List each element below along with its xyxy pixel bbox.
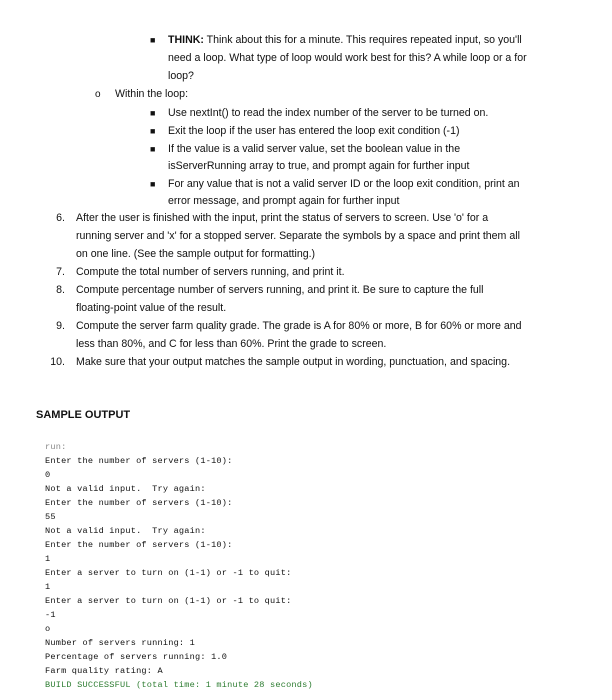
- console-line: Enter the number of servers (1-10):: [45, 456, 233, 466]
- step-9-line-2: less than 80%, and C for less than 60%. Print the grade to screen.: [76, 338, 387, 350]
- console-line: Enter a server to turn on (1-1) or -1 to quit:: [45, 568, 292, 578]
- console-line: Not a valid input. Try again:: [45, 484, 206, 494]
- think-label: THINK:: [168, 34, 204, 46]
- console-build-line: BUILD SUCCESSFUL (total time: 1 minute 28 seconds): [45, 680, 313, 690]
- loop-bullet-4-line-1: For any value that is not a valid server ID or the loop exit condition, print an: [168, 178, 520, 190]
- step-number: 10.: [50, 356, 65, 368]
- console-line: Farm quality rating: A: [45, 666, 163, 676]
- step-8-line-1: Compute percentage number of servers running, and print it. Be sure to capture the full: [76, 284, 484, 296]
- console-line: 1: [45, 582, 51, 592]
- within-loop-title: Within the loop:: [115, 88, 189, 100]
- step-6-line-3: on one line. (See the sample output for formatting.): [76, 248, 316, 260]
- bullet-marker: ■: [150, 126, 156, 136]
- loop-bullet-2: Exit the loop if the user has entered the loop exit condition (-1): [168, 125, 460, 137]
- bullet-marker: ■: [150, 179, 156, 189]
- console-line: Enter the number of servers (1-10):: [45, 498, 233, 508]
- step-9-line-1: Compute the server farm quality grade. The grade is A for 80% or more, B for 60% or more and: [76, 320, 522, 332]
- loop-bullet-3-line-2: isServerRunning array to true, and prompt again for further input: [168, 160, 470, 172]
- loop-bullet-4-line-2: error message, and prompt again for further input: [168, 195, 400, 207]
- console-line: 55: [45, 512, 56, 522]
- bullet-marker: ■: [150, 108, 156, 118]
- bullet-marker: ■: [150, 35, 156, 45]
- step-number: 7.: [56, 266, 65, 278]
- step-number: 6.: [56, 212, 65, 224]
- console-line: 0: [45, 470, 51, 480]
- think-line-2: need a loop. What type of loop would work best for this? A while loop or a for: [168, 52, 527, 64]
- console-line: 1: [45, 554, 51, 564]
- bullet-marker: ■: [150, 144, 156, 154]
- think-line-3: loop?: [168, 70, 194, 82]
- circle-bullet: o: [95, 89, 101, 100]
- step-number: 9.: [56, 320, 65, 332]
- step-number: 8.: [56, 284, 65, 296]
- loop-bullet-3-line-1: If the value is a valid server value, set the boolean value in the: [168, 143, 461, 155]
- step-7-line-1: Compute the total number of servers running, and print it.: [76, 266, 345, 278]
- step-8-line-2: floating-point value of the result.: [76, 302, 227, 314]
- sample-output-heading: SAMPLE OUTPUT: [36, 409, 131, 421]
- console-line: o: [45, 624, 51, 634]
- step-6-line-1: After the user is finished with the input, print the status of servers to screen. Use 'o' for a: [76, 212, 489, 224]
- loop-bullet-1: Use nextInt() to read the index number of the server to be turned on.: [168, 107, 489, 119]
- console-run-line: run:: [45, 442, 67, 452]
- step-10-line-1: Make sure that your output matches the sample output in wording, punctuation, and spacing.: [76, 356, 511, 368]
- console-line: Percentage of servers running: 1.0: [45, 652, 228, 662]
- console-line: Enter the number of servers (1-10):: [45, 540, 233, 550]
- console-line: Enter a server to turn on (1-1) or -1 to quit:: [45, 596, 292, 606]
- console-line: Number of servers running: 1: [45, 638, 195, 648]
- console-line: Not a valid input. Try again:: [45, 526, 206, 536]
- think-line-1: THINK: Think about this for a minute. This requires repeated input, so you'll: [168, 34, 522, 46]
- console-line: -1: [45, 610, 56, 620]
- step-6-line-2: running server and 'x' for a stopped server. Separate the symbols by a space and print them all: [76, 230, 520, 242]
